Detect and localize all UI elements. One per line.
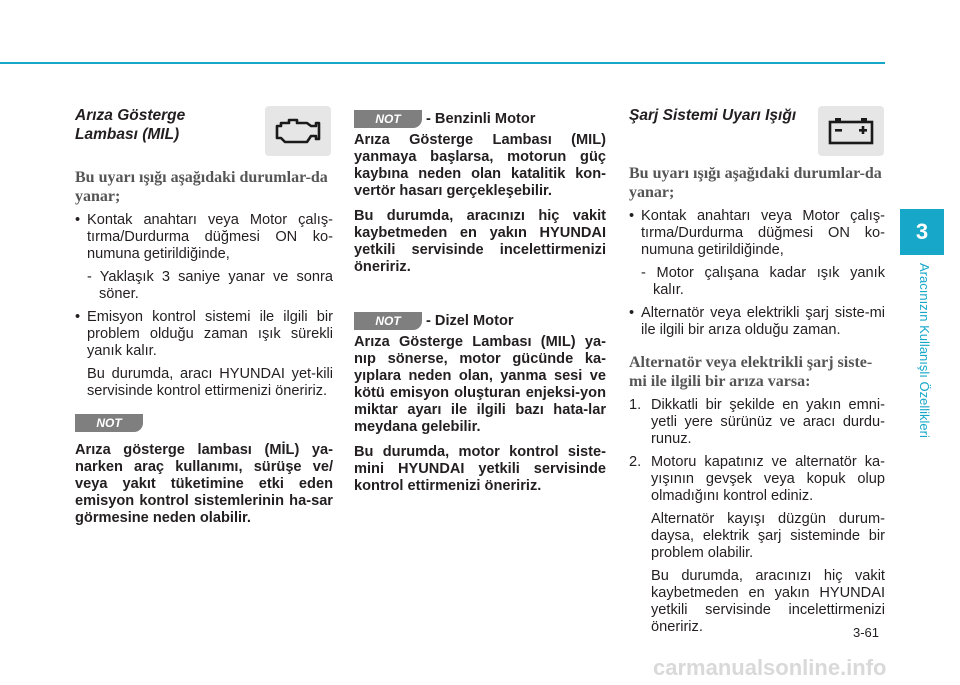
column-mil [75,100,333,535]
note-block [75,414,333,527]
lead-text: Bu uyarı ışığı aşağıdaki durumlar-da yanar; [629,165,882,201]
list-item [629,208,885,259]
step-text: Motoru kapatınız ve alternatör ka-yışının gevşek veya kopuk olup olmadığını kontrol ediniz. [651,454,885,504]
note-heading: - Dizel Motor [426,312,514,329]
note-heading-row [354,312,606,330]
column-charging [629,100,885,642]
note-text: Arıza gösterge lambası (MİL) ya-narken araç kullanımı, sürüşe ve/ veya yakıt tüketimine etki eden emisyon kontrol sistemlerinin ha-sar görmesine neden olabilir. [75,442,333,526]
section-title-charging: Şarj Sistemi Uyarı Işığı [629,107,797,124]
note-text: Bu durumda, motor kontrol siste-mini HYUNDAI yetkili servisinde kontrol ettirmenizi öneririz. [354,444,606,494]
battery-icon [818,106,884,156]
sub-item: - Yaklaşık 3 saniye yanar ve sonra söner. [87,269,333,302]
list-item-text: Kontak anahtarı veya Motor çalış-tırma/Durdurma düğmesi ON ko-numuna getirildiğinde, [641,208,885,258]
numbered-step [629,454,885,505]
column-notes [354,110,606,503]
title-line-1: Arıza Gösterge [75,107,186,124]
note-badge: NOT [75,414,143,432]
bullet-marker: • [75,212,81,228]
list-item [75,212,333,263]
paragraph: Bu durumda, aracınızı hiç vakit kaybetmeden en yakın HYUNDAI yetkili servisinde incelettirmenizi öneririz. [651,568,885,635]
step-text: Dikkatli bir şekilde en yakın emni-yetli yere sürünüz ve aracı durdu-runuz. [651,397,885,447]
list-item-text: Alternatör veya elektrikli şarj siste-mi ile ilgili bir arıza olduğu zaman. [641,305,885,338]
watermark: carmanualsonline.info [653,655,887,680]
step-number: 1. [629,397,642,413]
paragraph: Bu durumda, aracı HYUNDAI yet-kili servisinde kontrol ettirmenizi öneririz. [87,366,333,399]
chapter-title: Aracınızın Kullanışlı Özellikleri [917,263,932,438]
step-number: 2. [629,454,642,470]
lead-text: Bu uyarı ışığı aşağıdaki durumlar-da yanar; [75,169,328,205]
bullet-marker: • [629,305,635,321]
note-text: Arıza Gösterge Lambası (MIL) yanmaya başlarsa, motorun güç kaybına neden olan katalitik kon-vertör hasarı gerçekleşebilir. [354,132,606,199]
lead-text: Alternatör veya elektrikli şarj siste-mi ile ilgili bir arıza varsa: [629,354,873,390]
list-item [629,305,885,339]
list-item-text: Kontak anahtarı veya Motor çalış-tırma/Durdurma düğmesi ON ko-numuna getirildiğinde, [87,212,333,262]
note-text: Bu durumda, aracınızı hiç vakit kaybetmeden en yakın HYUNDAI yetkili servisinde incelettirmenizi öneririz. [354,208,606,275]
note-heading: - Benzinli Motor [426,110,536,127]
title-line-2: Lambası (MIL) [75,126,180,143]
paragraph: Alternatör kayışı düzgün durum-daysa, elektrik şarj sisteminde bir problem olabilir. [651,511,885,561]
bullet-marker: • [629,208,635,224]
numbered-step [629,397,885,448]
bullet-marker: • [75,309,81,325]
list-item [75,309,333,360]
note-badge: NOT [354,312,422,330]
page-number: 3-61 [853,625,880,640]
header-rule [0,62,885,64]
note-badge: NOT [354,110,422,128]
note-text: Arıza Gösterge Lambası (MIL) ya-nıp sönerse, motor gücünde ka-yıplara neden olan, yanma sesi ve kötü emisyon oluşturan enjeksi-yon miktar ayarı ile ilgili bazı hata-lar meydana gelebilir. [354,334,606,435]
list-item-text: Emisyon kontrol sistemi ile ilgili bir problem olduğu zaman ışık sürekli yanık kalır. [87,309,333,359]
engine-check-icon [265,106,331,156]
chapter-tab: 3 [900,209,944,255]
note-heading-row [354,110,606,128]
sub-item: - Motor çalışana kadar ışık yanık kalır. [641,265,885,298]
